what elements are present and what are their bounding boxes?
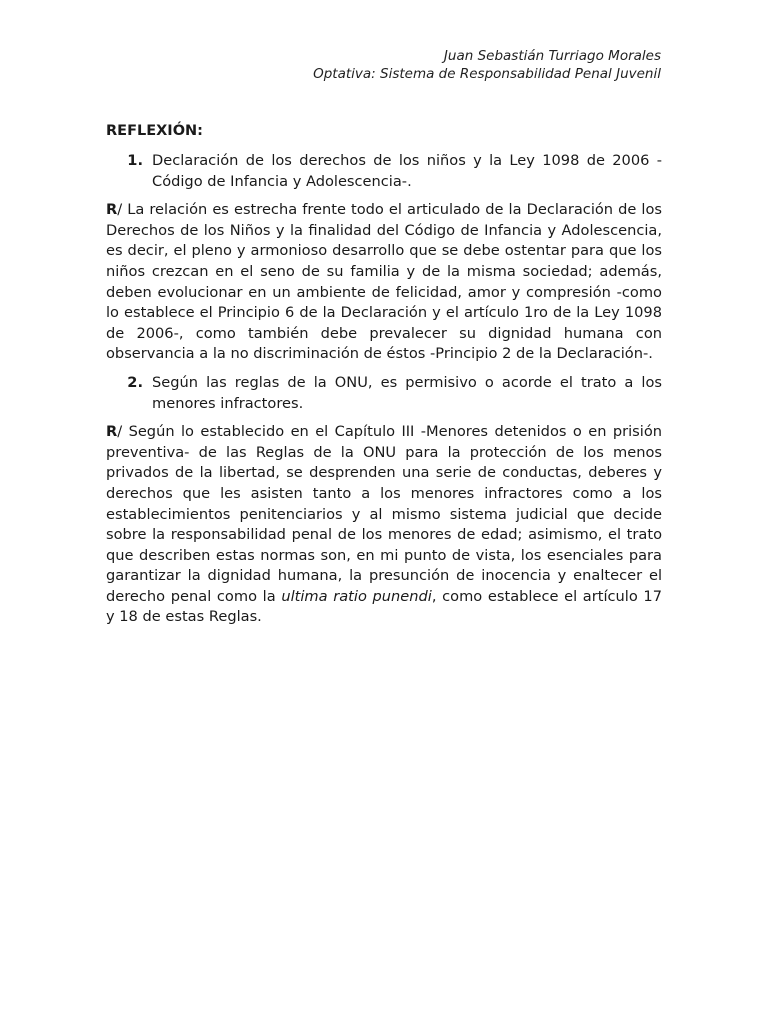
answer-mark: R [106, 423, 118, 441]
answer-text: / Según lo establecido en el Capítulo III -Menores detenidos o en prisión preventiva- de las Reglas de la ONU para la protección de los menos privados de la libertad, se desprenden una serie de conductas, deberes y derechos que les asisten tanto a los menores infractores como a los establecimientos penitenciarios y al mismo sistema judicial que decide sobre la responsabilidad penal de los menores de edad; asimismo, el trato que describen estas normas son, en mi punto de vista, los esenciales para garantizar la dignidad humana, la presunción de inocencia y enaltecer el derecho penal como la [106, 423, 662, 605]
latin-phrase: ultima ratio punendi [281, 587, 432, 605]
answer-paragraph [106, 422, 662, 628]
question-number: 1. [127, 152, 143, 169]
answer-text: / La relación es estrecha frente todo el articulado de la Declaración de los Derechos de los Niños y la finalidad del Código de Infancia y Adolescencia, es decir, el pleno y armonioso desarrollo que se debe ostentar para que los niños crezcan en el seno de su familia y de la misma sociedad; además, deben evolucionar en un ambiente de felicidad, amor y compresión -como lo establece el Principio 6 de la Declaración y el artículo 1ro de la Ley 1098 de 2006-, como también debe prevalecer su dignidad humana con observancia a la no discriminación de éstos -Principio 2 de la Declaración-. [106, 201, 662, 363]
question-item [106, 373, 662, 414]
question-text: Declaración de los derechos de los niños y la Ley 1098 de 2006 -Código de Infancia y Adolescencia-. [152, 152, 662, 190]
answer-text-end: , como establece el artículo 17 y 18 de estas Reglas. [106, 587, 662, 626]
question-text: Según las reglas de la ONU, es permisivo o acorde el trato a los menores infractores. [152, 373, 662, 412]
answer-mark: R [106, 201, 118, 219]
course-name: Optativa: Sistema de Responsabilidad Penal Juvenil [313, 66, 661, 82]
question-item [106, 151, 662, 192]
answer-paragraph [106, 200, 662, 365]
document-body [106, 121, 662, 636]
section-heading: REFLEXIÓN: [106, 123, 203, 139]
author-name: Juan Sebastián Turriago Morales [443, 48, 661, 64]
page-header [313, 47, 661, 83]
question-number: 2. [127, 373, 143, 391]
